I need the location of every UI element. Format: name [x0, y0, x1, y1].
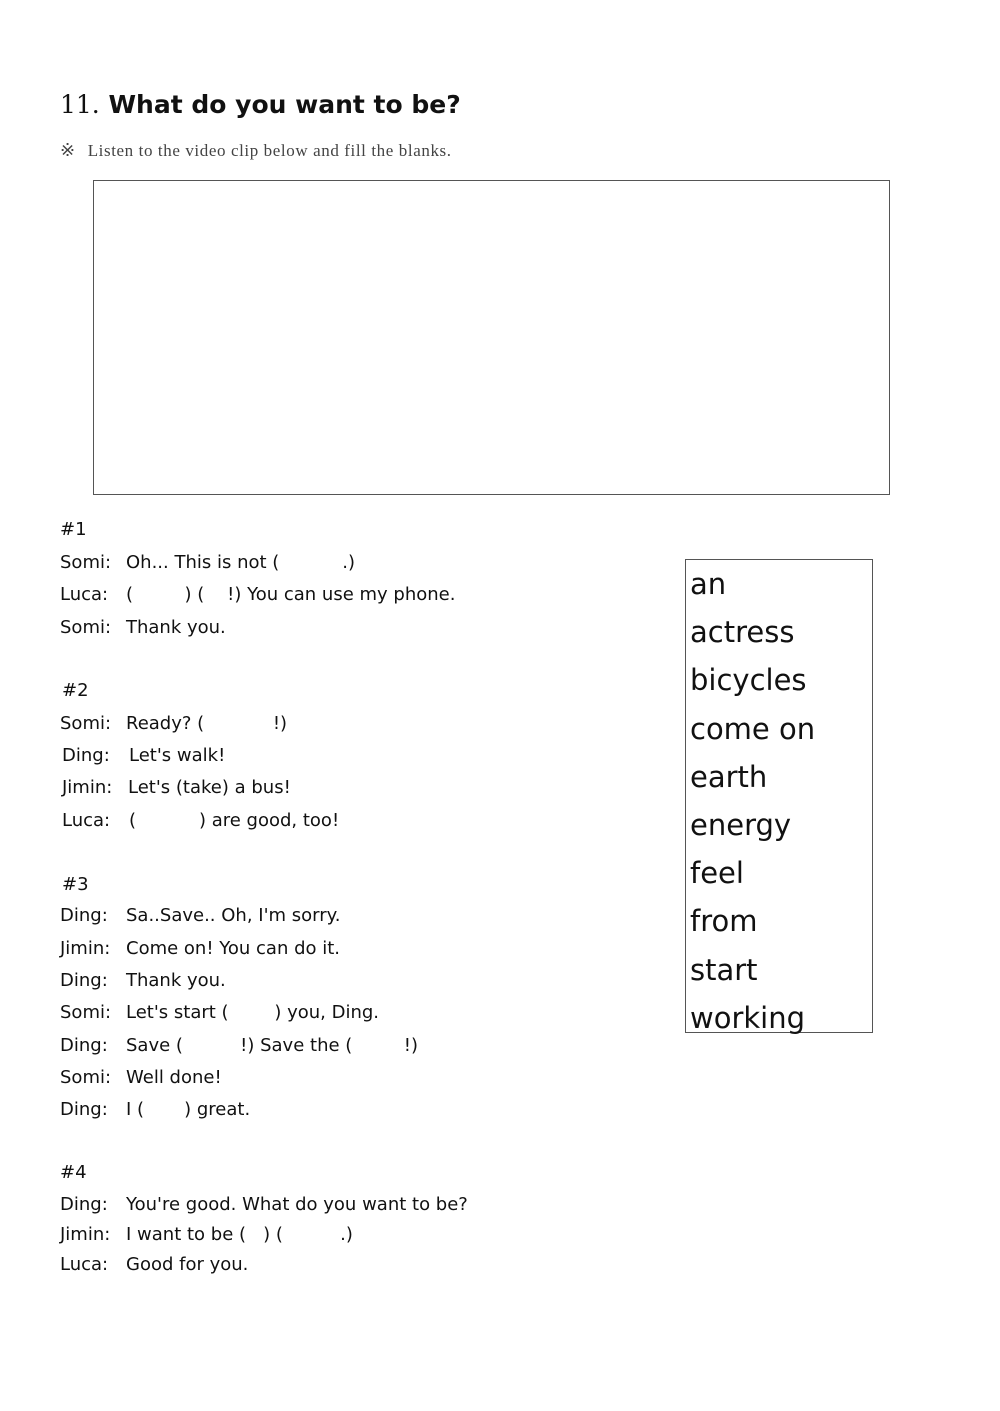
speaker: Ding:	[60, 970, 108, 991]
speaker: Luca:	[62, 810, 111, 831]
line-text: Oh... This is not ( .)	[126, 552, 355, 573]
word-bank-item[interactable]: an	[690, 567, 727, 601]
video-clip-frame[interactable]	[93, 180, 890, 495]
speaker: Ding:	[60, 1099, 108, 1120]
section-1-label: #1	[60, 519, 87, 540]
word-bank-item[interactable]: from	[690, 904, 758, 939]
dialogue-line	[60, 617, 226, 638]
dialogue-line	[60, 1224, 353, 1245]
line-text: Let's walk!	[129, 745, 226, 766]
word-bank-item[interactable]: working	[690, 1000, 806, 1035]
line-text: Ready? ( !)	[126, 713, 288, 734]
line-text: Thank you.	[126, 970, 226, 991]
line-text: Sa..Save.. Oh, I'm sorry.	[126, 905, 341, 926]
section-3-label: #3	[62, 874, 89, 895]
line-text: I ( ) great.	[126, 1099, 251, 1120]
dialogue-line	[60, 1254, 248, 1275]
instruction	[60, 140, 452, 161]
speaker: Ding:	[60, 905, 108, 926]
speaker: Somi:	[60, 617, 112, 638]
dialogue-line	[60, 1002, 379, 1023]
reference-mark-icon: ※	[60, 140, 76, 160]
dialogue-line	[60, 938, 340, 959]
dialogue-line	[60, 905, 340, 926]
dialogue-line	[60, 1067, 222, 1088]
speaker: Somi:	[60, 552, 112, 573]
speaker: Somi:	[60, 713, 112, 734]
dialogue-line	[60, 552, 355, 573]
word-bank-item[interactable]: feel	[690, 856, 744, 891]
dialogue-line	[62, 810, 339, 831]
line-text: ( ) are good, too!	[129, 810, 340, 831]
word-bank-item[interactable]: start	[690, 952, 758, 987]
word-bank-item[interactable]: energy	[690, 808, 792, 843]
line-text: You're good. What do you want to be?	[126, 1194, 468, 1215]
line-text: Thank you.	[126, 617, 226, 638]
speaker: Jimin:	[60, 938, 111, 959]
speaker: Ding:	[62, 745, 110, 766]
dialogue-line	[60, 584, 455, 605]
speaker: Ding:	[60, 1194, 108, 1215]
word-bank-item[interactable]: bicycles	[690, 663, 807, 698]
speaker: Ding:	[60, 1035, 108, 1056]
dialogue-line	[60, 713, 287, 734]
line-text: Well done!	[126, 1067, 222, 1088]
section-4-label: #4	[60, 1162, 87, 1183]
dialogue-line	[62, 745, 225, 766]
line-text: I want to be ( ) ( .)	[126, 1224, 353, 1245]
section-2-label: #2	[62, 680, 89, 701]
title-text: What do you want to be?	[108, 90, 461, 119]
speaker: Jimin:	[60, 1224, 111, 1245]
speaker: Somi:	[60, 1002, 112, 1023]
speaker: Luca:	[60, 1254, 109, 1275]
line-text: Come on! You can do it.	[126, 938, 341, 959]
speaker: Somi:	[60, 1067, 112, 1088]
line-text: ( ) ( !) You can use my phone.	[126, 584, 456, 605]
instruction-text: Listen to the video clip below and fill the blanks.	[87, 141, 452, 160]
title-number: 11.	[60, 90, 100, 119]
speaker: Luca:	[60, 584, 109, 605]
line-text: Let's (take) a bus!	[128, 777, 291, 798]
speaker: Jimin:	[62, 777, 113, 798]
dialogue-line	[62, 777, 291, 798]
word-bank	[685, 559, 873, 1033]
line-text: Save ( !) Save the ( !)	[126, 1035, 419, 1056]
dialogue-line	[60, 1099, 250, 1120]
dialogue-line	[60, 1194, 468, 1215]
dialogue-line	[60, 970, 226, 991]
word-bank-item[interactable]: actress	[690, 615, 795, 650]
page-title	[60, 90, 461, 119]
line-text: Let's start ( ) you, Ding.	[126, 1002, 380, 1023]
word-bank-item[interactable]: earth	[690, 759, 768, 794]
line-text: Good for you.	[126, 1254, 249, 1275]
dialogue-line	[60, 1035, 418, 1056]
word-bank-item[interactable]: come on	[690, 711, 816, 746]
